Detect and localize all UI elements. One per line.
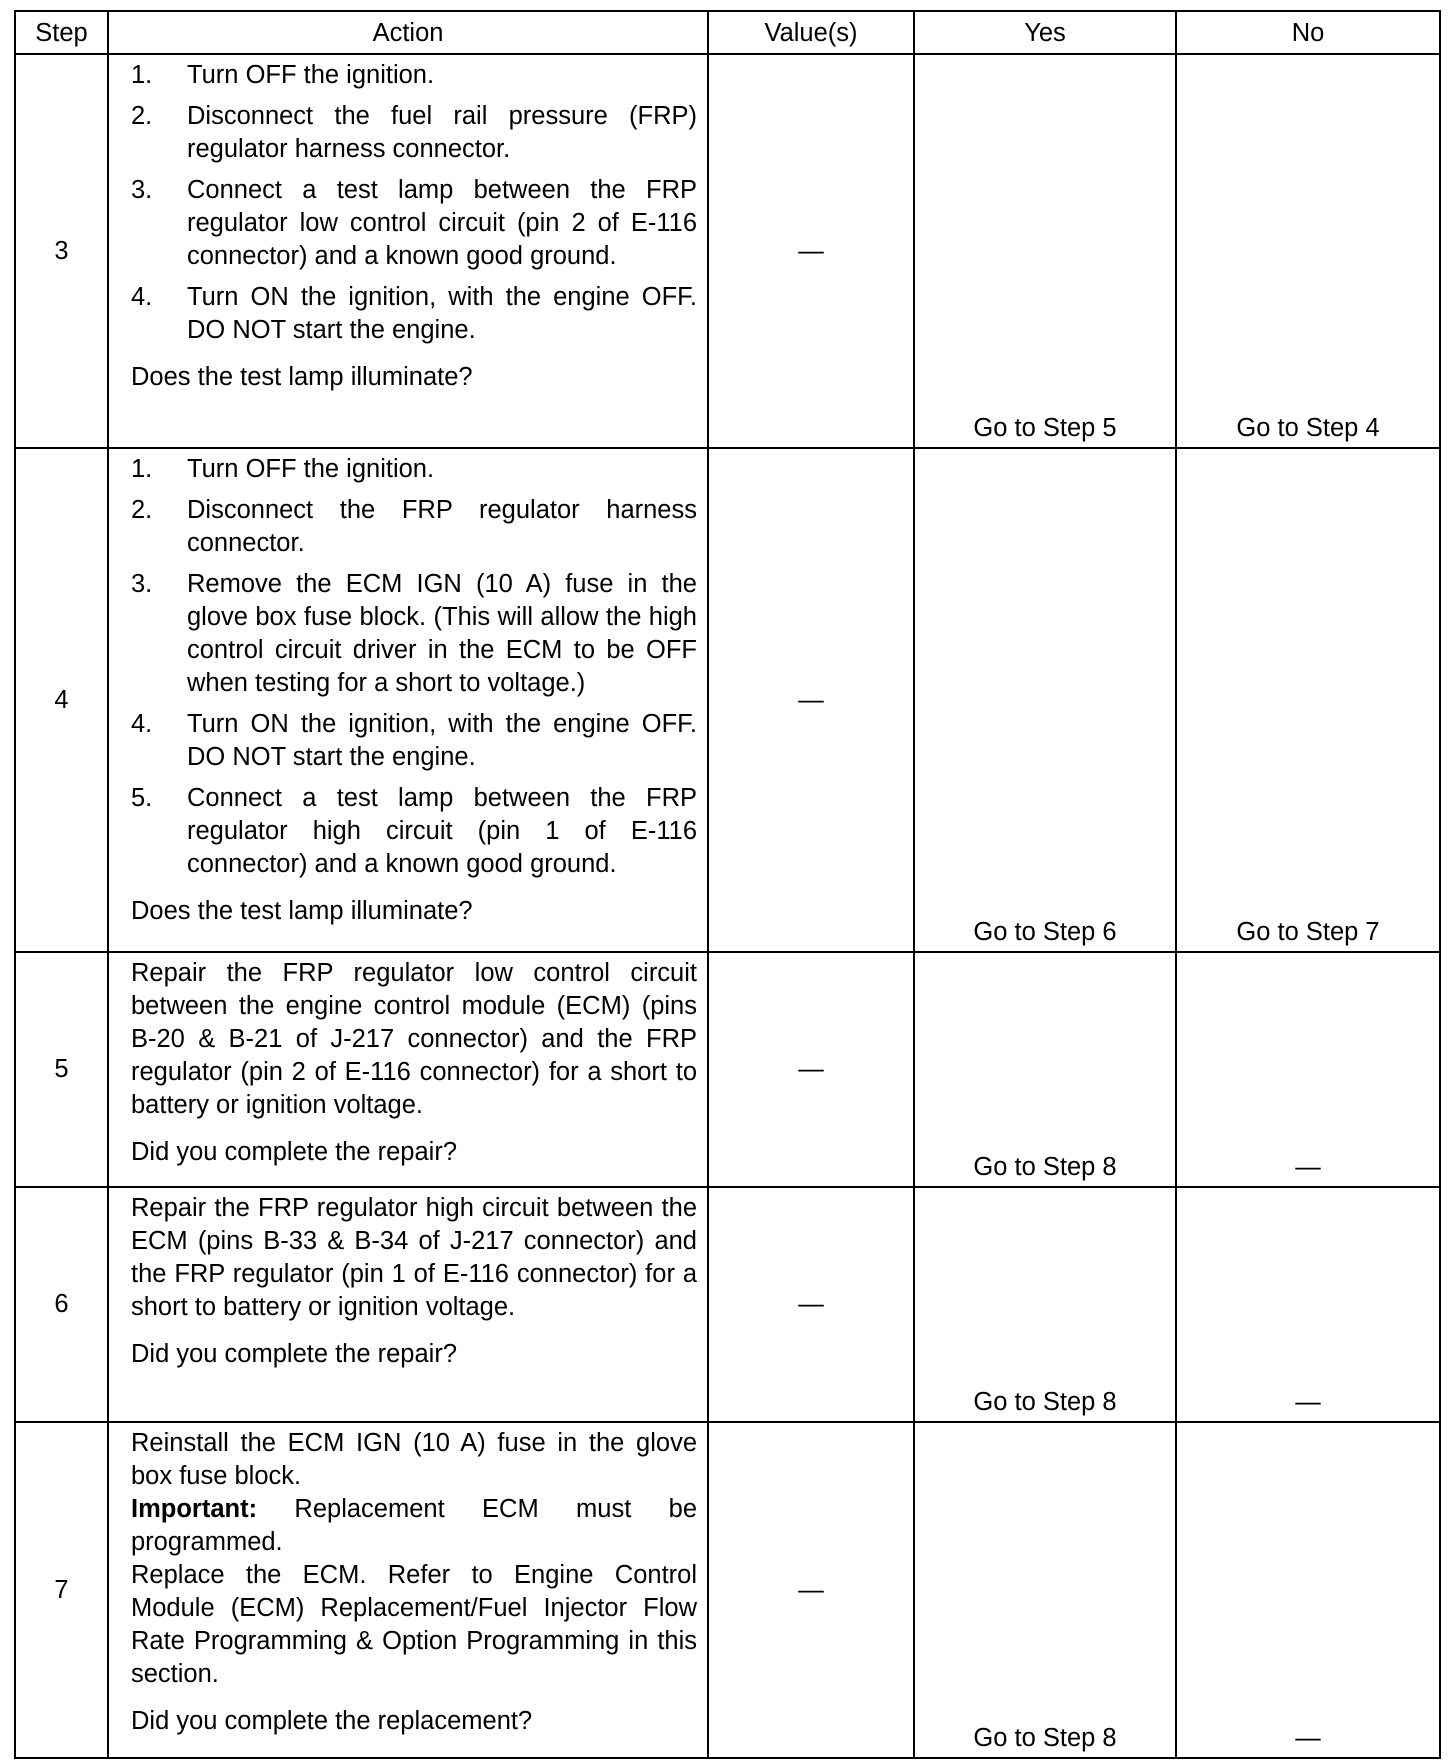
important-note xyxy=(131,1493,697,1559)
value-cell xyxy=(708,1187,914,1422)
value-cell xyxy=(708,448,914,952)
table-row-step-4 xyxy=(15,448,1440,952)
diagnostic-table xyxy=(14,10,1441,1759)
yes-text: Go to Step 8 xyxy=(973,1724,1117,1752)
yes-text: Go to Step 8 xyxy=(973,1153,1117,1181)
value-cell xyxy=(708,54,914,448)
instruction-item: 2. Disconnect the FRP regulator harness connector. xyxy=(131,496,697,557)
question-text: Did you complete the repair? xyxy=(131,1138,458,1166)
instruction-list xyxy=(131,453,697,881)
step-number: 6 xyxy=(15,1187,108,1422)
value-text: — xyxy=(798,685,824,714)
question-text: Did you complete the replacement? xyxy=(131,1707,533,1735)
value-cell xyxy=(708,1422,914,1758)
instruction-item: 4. Turn ON the ignition, with the engine OFF. DO NOT start the engine. xyxy=(131,283,697,344)
yes-cell xyxy=(914,1422,1176,1758)
table-row-step-3 xyxy=(15,54,1440,448)
instruction-list xyxy=(131,59,697,347)
step-number: 4 xyxy=(15,448,108,952)
no-cell xyxy=(1176,448,1440,952)
action-paragraph: Repair the FRP regulator low control circuit between the engine control module (ECM) (pins B-20 & B-21 of J-217 connector) and the FRP regulator (pin 2 of E-116 connector) for a short to battery or ignition voltage. xyxy=(131,959,697,1119)
step-number: 5 xyxy=(15,952,108,1187)
action-paragraph: Repair the FRP regulator high circuit between the ECM (pins B-33 & B-34 of J-217 connector) and the FRP regulator (pin 1 of E-116 connector) for a short to battery or ignition voltage. xyxy=(131,1194,697,1321)
instruction-item: 3. Connect a test lamp between the FRP regulator low control circuit (pin 2 of E-116 connector) and a known good ground. xyxy=(131,176,697,270)
table-row-step-7 xyxy=(15,1422,1440,1758)
header-values: Value(s) xyxy=(708,11,914,54)
action-cell xyxy=(108,952,708,1187)
instruction-item: 2. Disconnect the fuel rail pressure (FRP) regulator harness connector. xyxy=(131,102,697,163)
important-label: Important: xyxy=(131,1495,258,1523)
action-paragraph: Reinstall the ECM IGN (10 A) fuse in the glove box fuse block. xyxy=(131,1429,697,1490)
yes-text: Go to Step 5 xyxy=(973,414,1117,442)
yes-cell xyxy=(914,54,1176,448)
header-no: No xyxy=(1176,11,1440,54)
no-cell xyxy=(1176,54,1440,448)
header-yes: Yes xyxy=(914,11,1176,54)
header-action: Action xyxy=(108,11,708,54)
value-text: — xyxy=(798,1290,824,1318)
value-text: — xyxy=(798,236,824,265)
value-text: — xyxy=(798,1055,824,1083)
no-text: — xyxy=(1295,1153,1321,1181)
yes-cell xyxy=(914,448,1176,952)
value-text: — xyxy=(798,1575,824,1604)
yes-text: Go to Step 6 xyxy=(973,918,1117,946)
no-cell xyxy=(1176,1422,1440,1758)
no-cell xyxy=(1176,952,1440,1187)
instruction-item: 5. Connect a test lamp between the FRP regulator high circuit (pin 1 of E-116 connector) and a known good ground. xyxy=(131,784,697,878)
instruction-item: 3. Remove the ECM IGN (10 A) fuse in the glove box fuse block. (This will allow the high control circuit driver in the ECM to be OFF when testing for a short to voltage.) xyxy=(131,570,697,697)
yes-cell xyxy=(914,952,1176,1187)
question-text: Does the test lamp illuminate? xyxy=(131,363,473,391)
no-text: — xyxy=(1295,1724,1321,1752)
header-row xyxy=(15,11,1440,54)
action-cell xyxy=(108,54,708,448)
value-cell xyxy=(708,952,914,1187)
no-text: Go to Step 4 xyxy=(1236,414,1380,442)
header-step: Step xyxy=(15,11,108,54)
table-row-step-5 xyxy=(15,952,1440,1187)
no-cell xyxy=(1176,1187,1440,1422)
no-text: — xyxy=(1295,1388,1321,1416)
yes-cell xyxy=(914,1187,1176,1422)
action-cell xyxy=(108,1422,708,1758)
important-text: Replacement ECM must be programmed. xyxy=(131,1495,697,1556)
question-text: Does the test lamp illuminate? xyxy=(131,897,473,925)
question-text: Did you complete the repair? xyxy=(131,1340,458,1368)
action-paragraph: Replace the ECM. Refer to Engine Control Module (ECM) Replacement/Fuel Injector Flow Rate Programming & Option Programming in this section. xyxy=(131,1561,697,1688)
instruction-item: 4. Turn ON the ignition, with the engine OFF. DO NOT start the engine. xyxy=(131,710,697,771)
yes-text: Go to Step 8 xyxy=(973,1388,1117,1416)
instruction-item: 1. Turn OFF the ignition. xyxy=(131,61,435,89)
step-number: 7 xyxy=(15,1422,108,1758)
instruction-item: 1. Turn OFF the ignition. xyxy=(131,455,435,483)
no-text: Go to Step 7 xyxy=(1236,918,1380,946)
action-cell xyxy=(108,448,708,952)
step-number: 3 xyxy=(15,54,108,448)
action-cell xyxy=(108,1187,708,1422)
table-row-step-6 xyxy=(15,1187,1440,1422)
